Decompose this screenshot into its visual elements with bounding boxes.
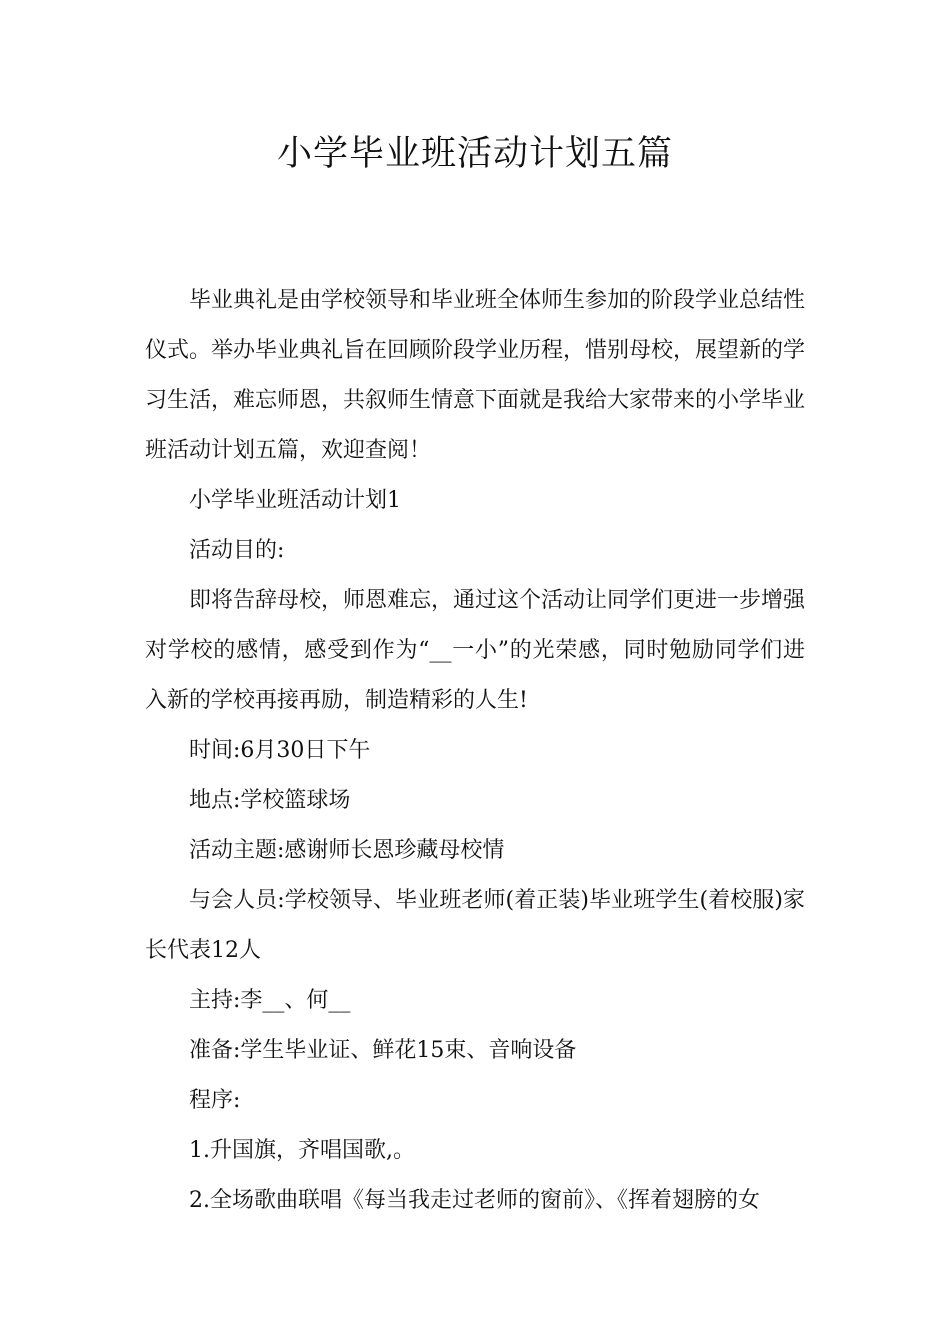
preparation-line: 准备:学生毕业证、鲜花15束、音响设备: [189, 1038, 577, 1063]
procedure-step-2: 2.全场歌曲联唱《每当我走过老师的窗前》、《挥着翅膀的女: [189, 1188, 760, 1213]
purpose-label: 活动目的:: [189, 538, 285, 563]
document-title: 小学毕业班活动计划五篇: [276, 134, 673, 174]
procedure-label: 程序:: [189, 1088, 241, 1113]
document-body: [145, 276, 805, 1226]
intro-paragraph: 毕业典礼是由学校领导和毕业班全体师生参加的阶段学业总结性仪式。举办毕业典礼旨在回顾阶段学业历程，惜别母校，展望新的学习生活，难忘师恩，共叙师生情意下面就是我给大家带来的小学毕业班活动计划五篇，欢迎查阅！: [145, 288, 806, 463]
time-line: 时间:6月30日下午: [189, 738, 371, 763]
location-line: 地点:学校篮球场: [189, 788, 351, 813]
attendees-paragraph: 与会人员:学校领导、毕业班老师(着正装)毕业班学生(着校服)家长代表12人: [145, 888, 805, 963]
theme-line: 活动主题:感谢师长恩珍藏母校情: [189, 838, 505, 863]
procedure-step-1: 1.升国旗，齐唱国歌,。: [189, 1138, 415, 1163]
section-heading: 小学毕业班活动计划1: [189, 488, 401, 513]
purpose-paragraph: 即将告辞母校，师恩难忘，通过这个活动让同学们更进一步增强对学校的感情，感受到作为“__一小”的光荣感，同时勉励同学们进入新的学校再接再励，制造精彩的人生!: [145, 588, 806, 713]
host-line: 主持:李__、何__: [189, 988, 351, 1013]
